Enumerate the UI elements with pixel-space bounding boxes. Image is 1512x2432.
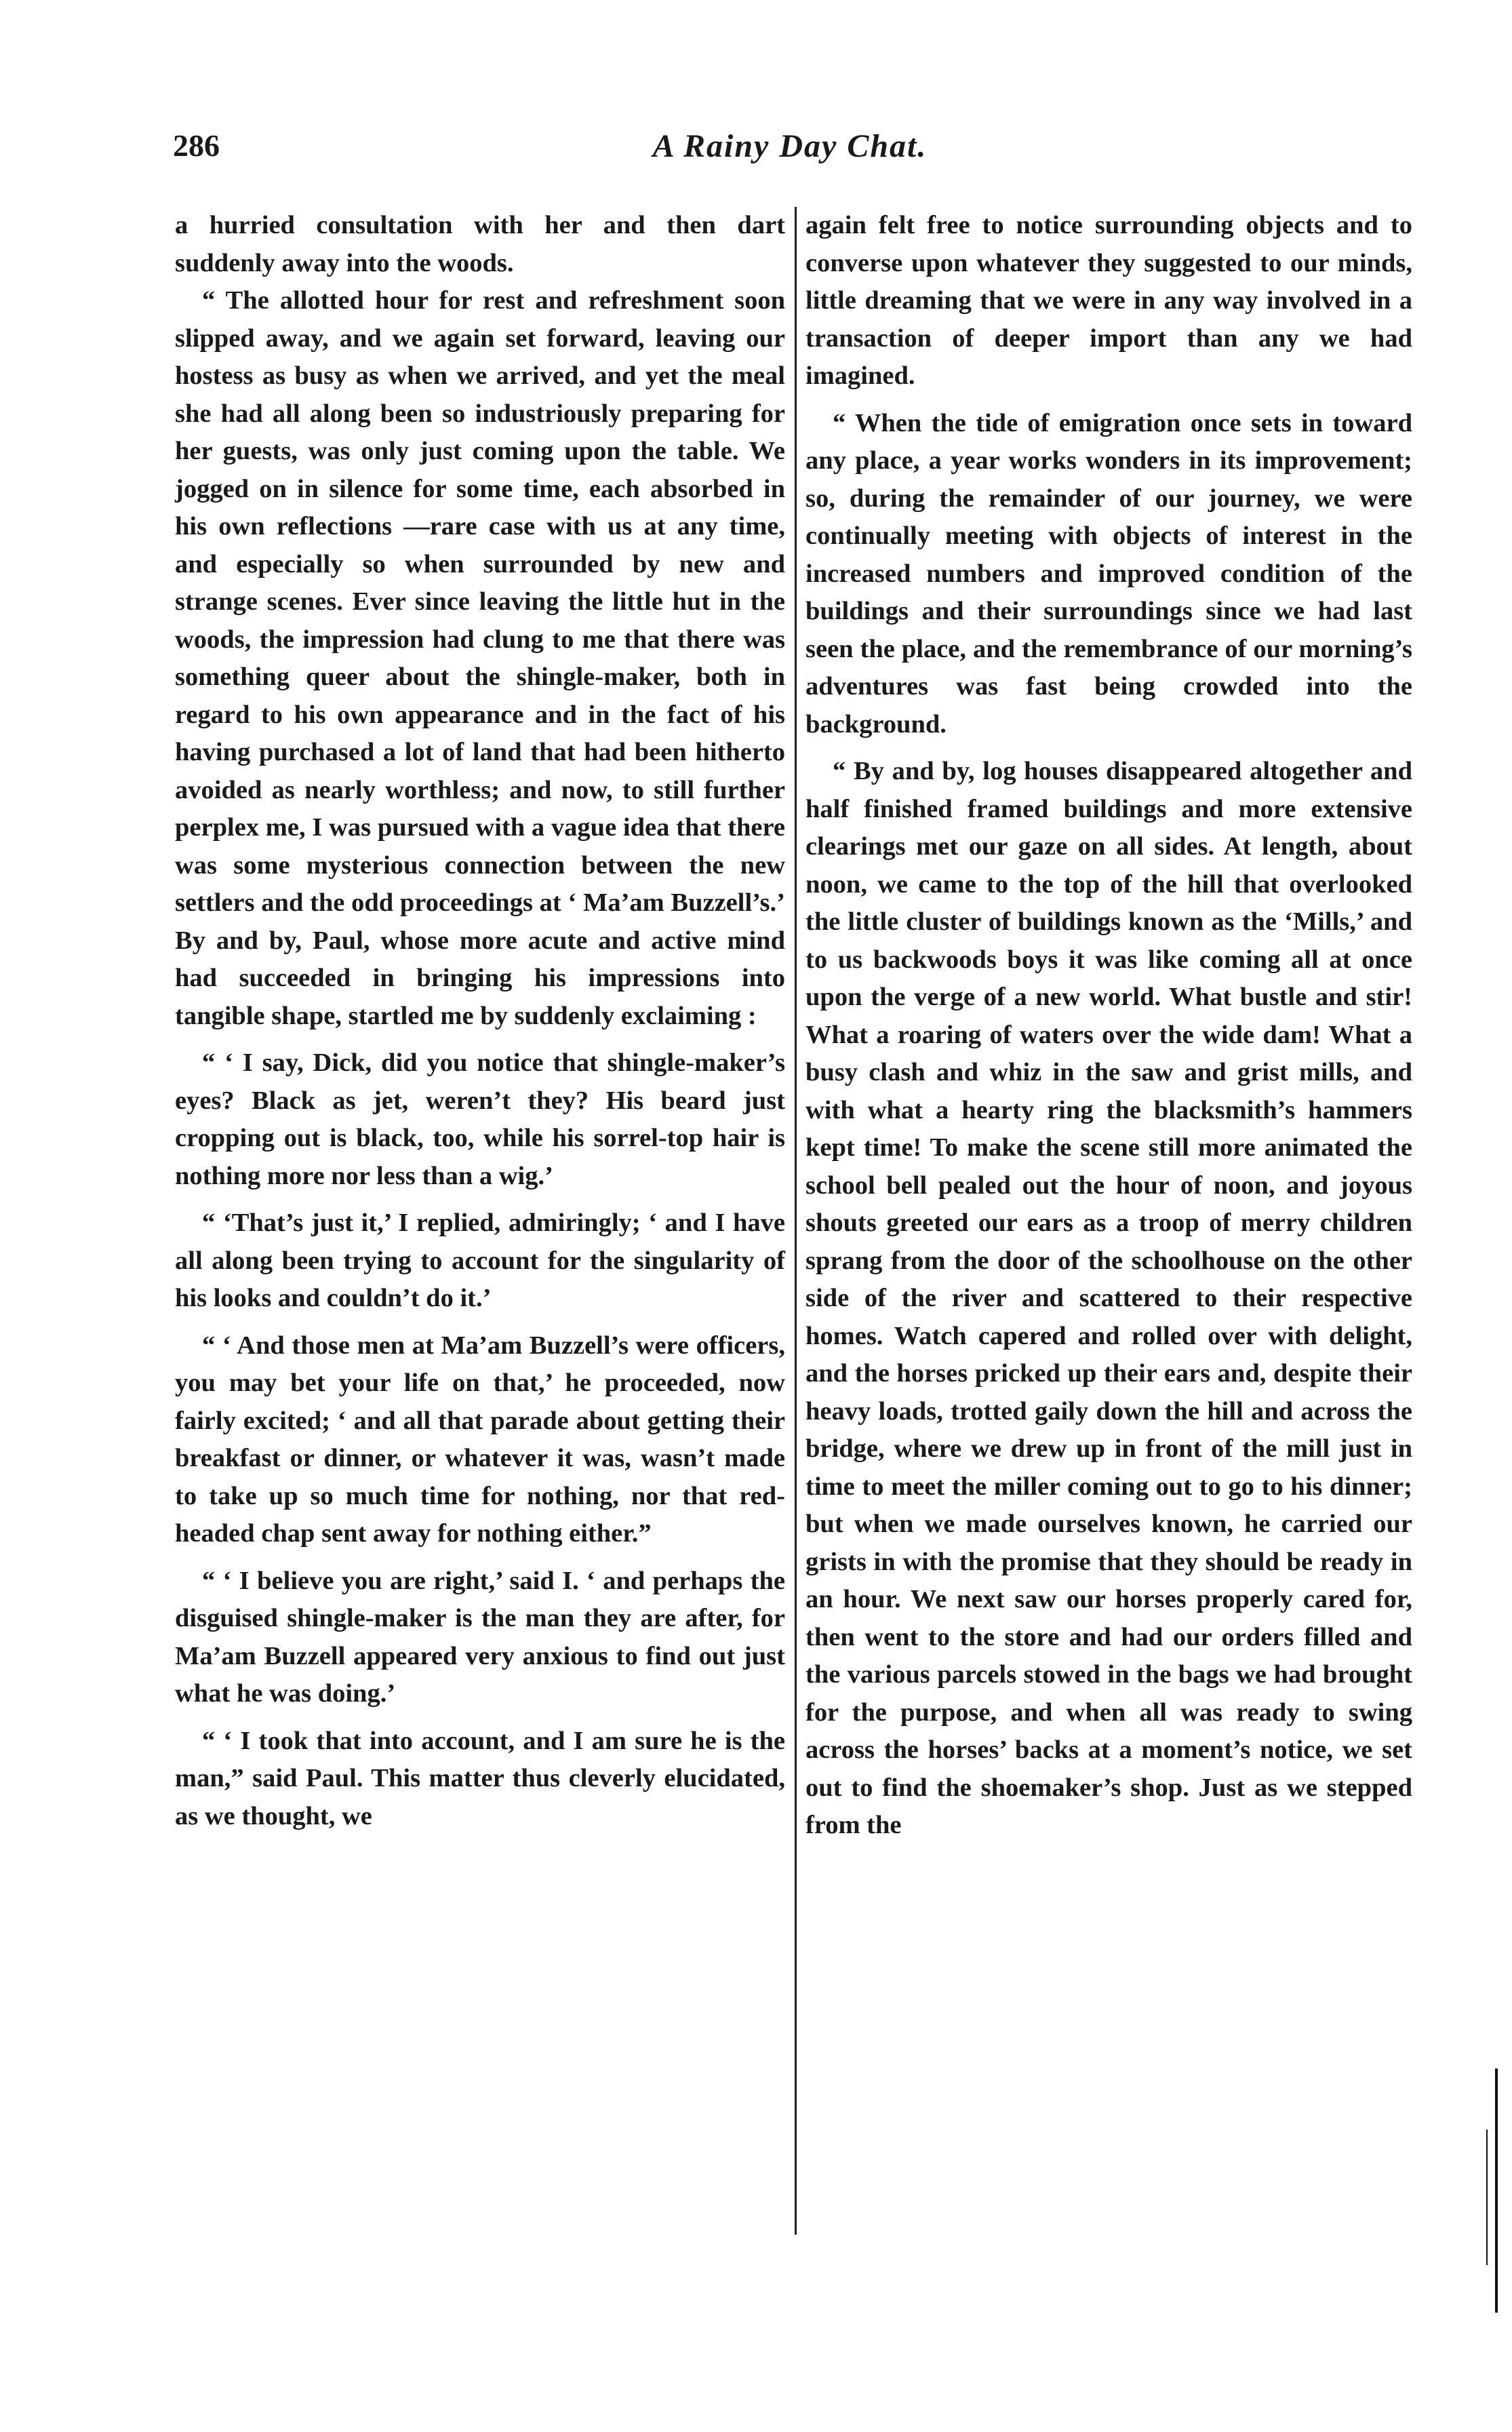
page-number: 286 bbox=[173, 128, 220, 163]
column-divider bbox=[795, 207, 797, 2235]
paragraph: “ ‘ I took that into account, and I am sure he is the man,” said Paul. This matter thus cleverly elucidated, as we thought, we bbox=[175, 1726, 785, 1830]
left-column bbox=[175, 207, 785, 1835]
paragraph: “ ‘ I say, Dick, did you notice that shingle-maker’s eyes? Black as jet, weren’t they? His beard just cropping out is black, too, while his sorrel-top hair is nothing more nor less than a wig.’ bbox=[175, 1048, 785, 1190]
paragraph: a hurried consultation with her and then dart suddenly away into the woods. bbox=[175, 211, 785, 277]
page-header bbox=[173, 128, 1407, 182]
paragraph: “ By and by, log houses disappeared altogether and half finished framed buildings and more extensive clearings met our gaze on all sides. At length, about noon, we came to the top of the hill that overlooked the little cluster of buildings known as the ‘Mills,’ and to us backwoods boys it was like coming all at once upon the verge of a new world. What bustle and stir! What a roaring of waters over the wide dam! What a busy clash and whiz in the saw and grist mills, and with what a hearty ring the blacksmith’s hammers kept time! To make the scene still more animated the school bell pealed out the hour of noon, and joyous shouts greeted our ears as a troop of merry children sprang from the door of the schoolhouse on the other side of the river and scattered to their respective homes. Watch capered and rolled over with delight, and the horses pricked up their ears and, despite their heavy loads, trotted gaily down the hill and across the bridge, where we drew up in front of the mill just in time to meet the miller coming out to go to his dinner; but when we made ourselves known, he carried our grists in with the promise that they should be ready in an hour. We next saw our horses properly cared for, then went to the store and had our orders filled and the various parcels stowed in the bags we had brought for the purpose, and when all was ready to swing across the horses’ backs at a moment’s notice, we set out to find the shoemaker’s shop. Just as we stepped from the bbox=[805, 757, 1412, 1839]
right-column bbox=[805, 207, 1412, 1845]
margin-scan-mark bbox=[1495, 2068, 1498, 2313]
paragraph: again felt free to notice surrounding objects and to converse upon whatever they suggested to our minds, little dreaming that we were in any way involved in a transaction of deeper import than any we had imagined. bbox=[805, 211, 1412, 390]
paragraph: “ ‘ And those men at Ma’am Buzzell’s were officers, you may bet your life on that,’ he proceeded, now fairly excited; ‘ and all that parade about getting their breakfast or dinner, or whatever it was, wasn’t made to take up so much time for nothing, nor that red-headed chap sent away for nothing either.” bbox=[175, 1331, 785, 1548]
paragraph: “ When the tide of emigration once sets in toward any place, a year works wonders in its improvement; so, during the remainder of our journey, we were continually meeting with objects of interest in the increased numbers and improved condition of the buildings and their surroundings since we had last seen the place, and the remembrance of our morning’s adventures was fast being crowded into the background. bbox=[805, 408, 1412, 739]
running-title: A Rainy Day Chat. bbox=[652, 128, 928, 164]
paragraph: “ ‘ I believe you are right,’ said I. ‘ and perhaps the disguised shingle-maker is the man they are after, for Ma’am Buzzell appeared very anxious to find out just what he was doing.’ bbox=[175, 1566, 785, 1708]
margin-scan-mark bbox=[1486, 2130, 1488, 2265]
paragraph: “ The allotted hour for rest and refreshment soon slipped away, and we again set forward, leaving our hostess as busy as when we arrived, and yet the meal she had all along been so industriously preparing for her guests, was only just coming upon the table. We jogged on in silence for some time, each absorbed in his own reflections —rare case with us at any time, and especially so when surrounded by new and strange scenes. Ever since leaving the little hut in the woods, the impression had clung to me that there was something queer about the shingle-maker, both in regard to his own appearance and in the fact of his having purchased a lot of land that had been hitherto avoided as nearly worthless; and now, to still further perplex me, I was pursued with a vague idea that there was some mysterious connection between the new settlers and the odd proceedings at ‘ Ma’am Buzzell’s.’ By and by, Paul, whose more acute and active mind had succeeded in bringing his impressions into tangible shape, startled me by suddenly exclaiming : bbox=[175, 286, 785, 1030]
paragraph: “ ‘That’s just it,’ I replied, admiringly; ‘ and I have all along been trying to account for the singularity of his looks and couldn’t do it.’ bbox=[175, 1209, 785, 1312]
